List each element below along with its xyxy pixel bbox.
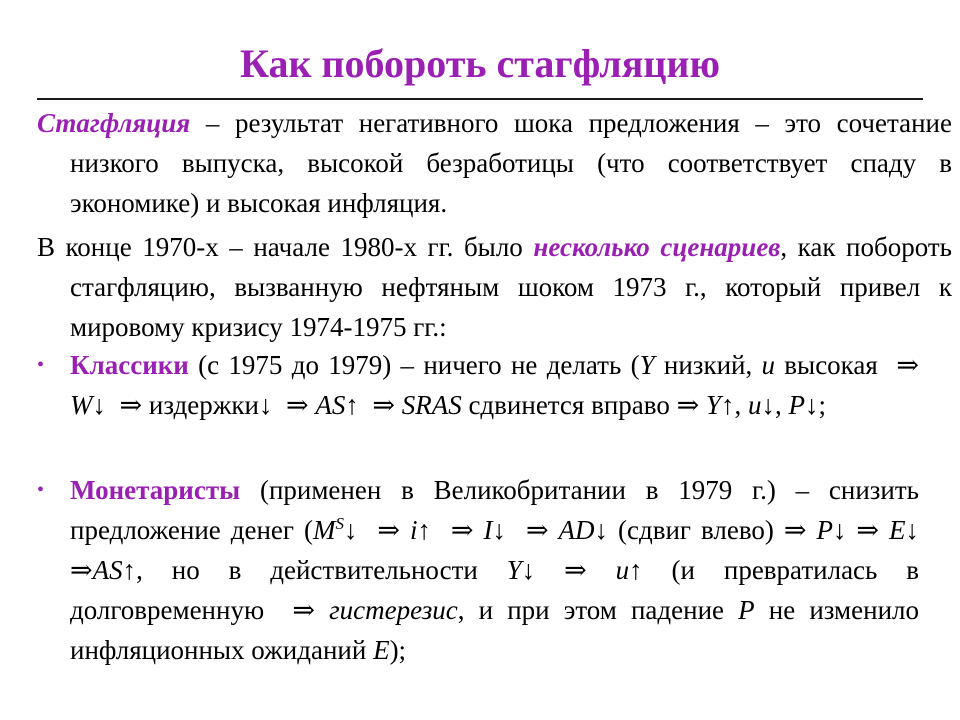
bullet-classics-body: (с 1975 до 1979) – ничего не делать (Y низкий, u высокая ⇒ W↓ ⇒ издержки↓ ⇒ AS↑ ⇒ SRAS сдвинется вправо ⇒ Y↑, u↓, P↓; xyxy=(70,350,919,420)
bullet-icon: • xyxy=(37,479,45,501)
bullet-icon: • xyxy=(37,354,45,376)
bullet-classics xyxy=(37,345,919,425)
intro-post: , как побороть стагфляцию, вызванную нефтяным шоком 1973 г., который привел к мировому кризису 1974-1975 гг.: xyxy=(70,232,952,342)
definition-paragraph xyxy=(37,103,952,223)
bullet-monetarists-body: (применен в Великобритании в 1979 г.) – снизить предложение денег ($M^S↓$ ⇒ i↑ ⇒ I↓ ⇒ AD↓ (сдвиг влево) ⇒ P↓ ⇒ E↓ ⇒AS↑, но в действительности Y↓ ⇒ u↑ (и превратилась в долговременную ⇒ гистерезис, и при этом падение P не изменило инфляционных ожиданий E); xyxy=(70,475,919,665)
bullet-monetarists-text xyxy=(70,470,919,670)
bullet-classics-head: Классики xyxy=(70,350,189,380)
intro-pre: В конце 1970-х – начале 1980-х гг. было xyxy=(37,232,534,262)
intro-paragraph xyxy=(37,227,952,347)
intro-highlight: несколько сценариев xyxy=(533,232,781,262)
slide-title: Как побороть стагфляцию xyxy=(239,41,721,86)
bullet-monetarists-head: Монетаристы xyxy=(70,475,241,505)
bullet-classics-text xyxy=(70,345,919,425)
title-underline xyxy=(37,98,923,100)
definition-text: – результат негативного шока предложения – это сочетание низкого выпуска, высокой безработицы (что соответствует спаду в экономике) и высокая инфляция. xyxy=(70,108,952,218)
bullet-monetarists xyxy=(37,470,919,670)
definition-term: Стагфляция xyxy=(37,108,191,138)
